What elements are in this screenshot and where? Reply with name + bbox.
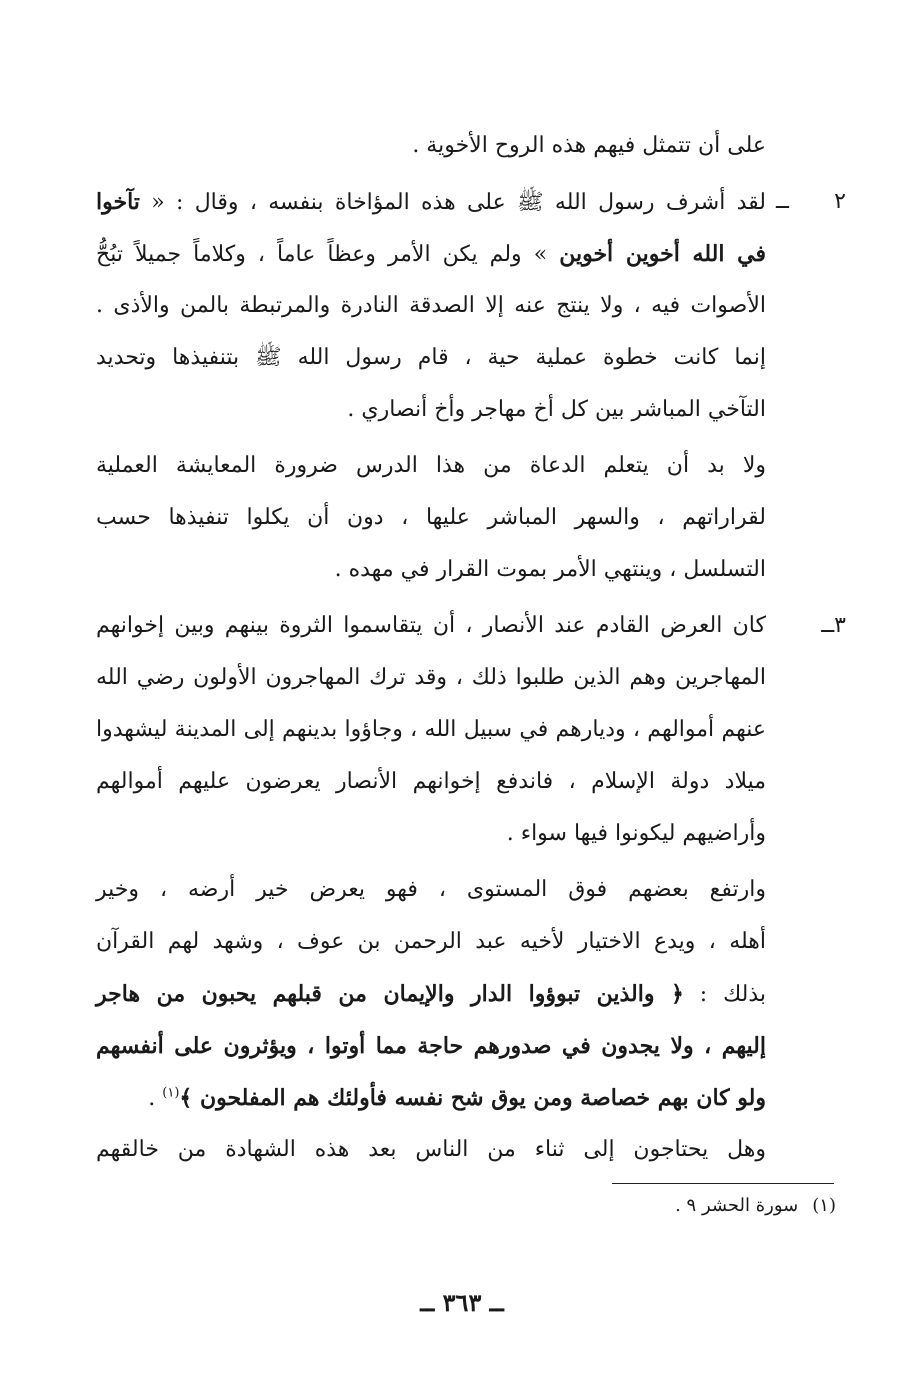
- line-text: وارتفع بعضهم فوق المستوى ، فهو يعرض خير أرضه ، وخير: [96, 877, 766, 902]
- text-line: [96, 384, 836, 436]
- bold-phrase: تآخوا: [96, 189, 140, 215]
- line-text: المهاجرين وهم الذين طلبوا ذلك ، وقد ترك المهاجرون الأولون رضي الله: [96, 665, 766, 690]
- line-text: لقد أشرف رسول الله ﷺ على هذه المؤاخاة بنفسه ، وقال : «: [139, 190, 766, 215]
- footnote-text: سورة الحشر ٩ .: [675, 1195, 799, 1216]
- numbered-item-line: [96, 600, 846, 652]
- text-line: [96, 440, 836, 492]
- text-line: [96, 704, 836, 756]
- footnote: [675, 1190, 836, 1222]
- quran-verse: إليهم ، ولا يجدون في صدورهم حاجة مما أوتوا ، ويؤثرون على أنفسهم: [96, 1033, 766, 1059]
- line-text: .: [148, 1086, 163, 1111]
- footnote-mark: (١): [812, 1195, 836, 1216]
- text-line: [96, 492, 836, 544]
- text-line: [96, 332, 836, 384]
- line-text: ولا بد أن يتعلم الدعاة من هذا الدرس ضرورة المعايشة العملية: [96, 453, 766, 478]
- text-line: [96, 1020, 836, 1072]
- text-line: [96, 544, 836, 596]
- text-line: [96, 120, 836, 172]
- line-text: وهل يحتاجون إلى ثناء من الناس بعد هذه الشهادة من خالقهم: [96, 1137, 766, 1162]
- bold-phrase: في الله أخوين أخوين: [559, 241, 767, 267]
- text-line: [96, 968, 836, 1020]
- line-text: أهله ، ويدع الاختيار لأخيه عبد الرحمن بن عوف ، وشهد لهم القرآن: [96, 929, 766, 954]
- page-number: ــ ٣٦٣ ــ: [420, 1288, 504, 1317]
- main-text: [96, 120, 846, 1176]
- line-text: الأصوات فيه ، ولا ينتج عنه إلا الصدقة النادرة والمرتبطة بالمن والأذى .: [96, 293, 766, 318]
- line-text: التآخي المباشر بين كل أخ مهاجر وأخ أنصاري .: [347, 397, 766, 422]
- text-line: [96, 808, 836, 860]
- numbered-item-line: [96, 176, 846, 228]
- line-text: كان العرض القادم عند الأنصار ، أن يتقاسموا الثروة بينهم وبين إخوانهم: [96, 613, 766, 638]
- line-text: عنهم أموالهم ، وديارهم في سبيل الله ، وجاؤوا بدينهم إلى المدينة ليشهدوا: [96, 717, 766, 742]
- item-number: ٣ــ: [821, 613, 846, 638]
- quran-verse: ولو كان بهم خصاصة ومن يوق شح نفسه فأولئك هم المفلحون ﴾: [179, 1085, 766, 1111]
- text-line: [96, 1072, 836, 1124]
- text-line: [96, 280, 836, 332]
- item-number: ٢ ــ: [776, 189, 846, 214]
- line-text: على أن تتمثل فيهم هذه الروح الأخوية .: [412, 133, 766, 158]
- line-text: ميلاد دولة الإسلام ، فاندفع إخوانهم الأنصار يعرضون عليهم أموالهم: [96, 769, 766, 794]
- text-line: [96, 1124, 836, 1176]
- quran-verse: ﴿ والذين تبوؤوا الدار والإيمان من قبلهم يحبون من هاجر: [96, 981, 684, 1007]
- text-line: [96, 228, 836, 280]
- line-text: بذلك :: [683, 982, 766, 1007]
- text-line: [96, 756, 836, 808]
- footnote-divider: [612, 1183, 834, 1184]
- line-text: » ولم يكن الأمر وعظاً عاماً ، وكلاماً جميلاً تبُحُّ: [96, 242, 560, 267]
- line-text: وأراضيهم ليكونوا فيها سواء .: [506, 821, 766, 846]
- line-text: لقراراتهم ، والسهر المباشر عليها ، دون أن يكلوا تنفيذها حسب: [96, 505, 766, 530]
- line-text: إنما كانت خطوة عملية حية ، قام رسول الله ﷺ بتنفيذها وتحديد: [96, 345, 766, 370]
- footnote-reference[interactable]: (١): [162, 1085, 180, 1101]
- text-line: [96, 864, 836, 916]
- text-line: [96, 916, 836, 968]
- text-line: [96, 652, 836, 704]
- line-text: التسلسل ، وينتهي الأمر بموت القرار في مهده .: [334, 557, 766, 582]
